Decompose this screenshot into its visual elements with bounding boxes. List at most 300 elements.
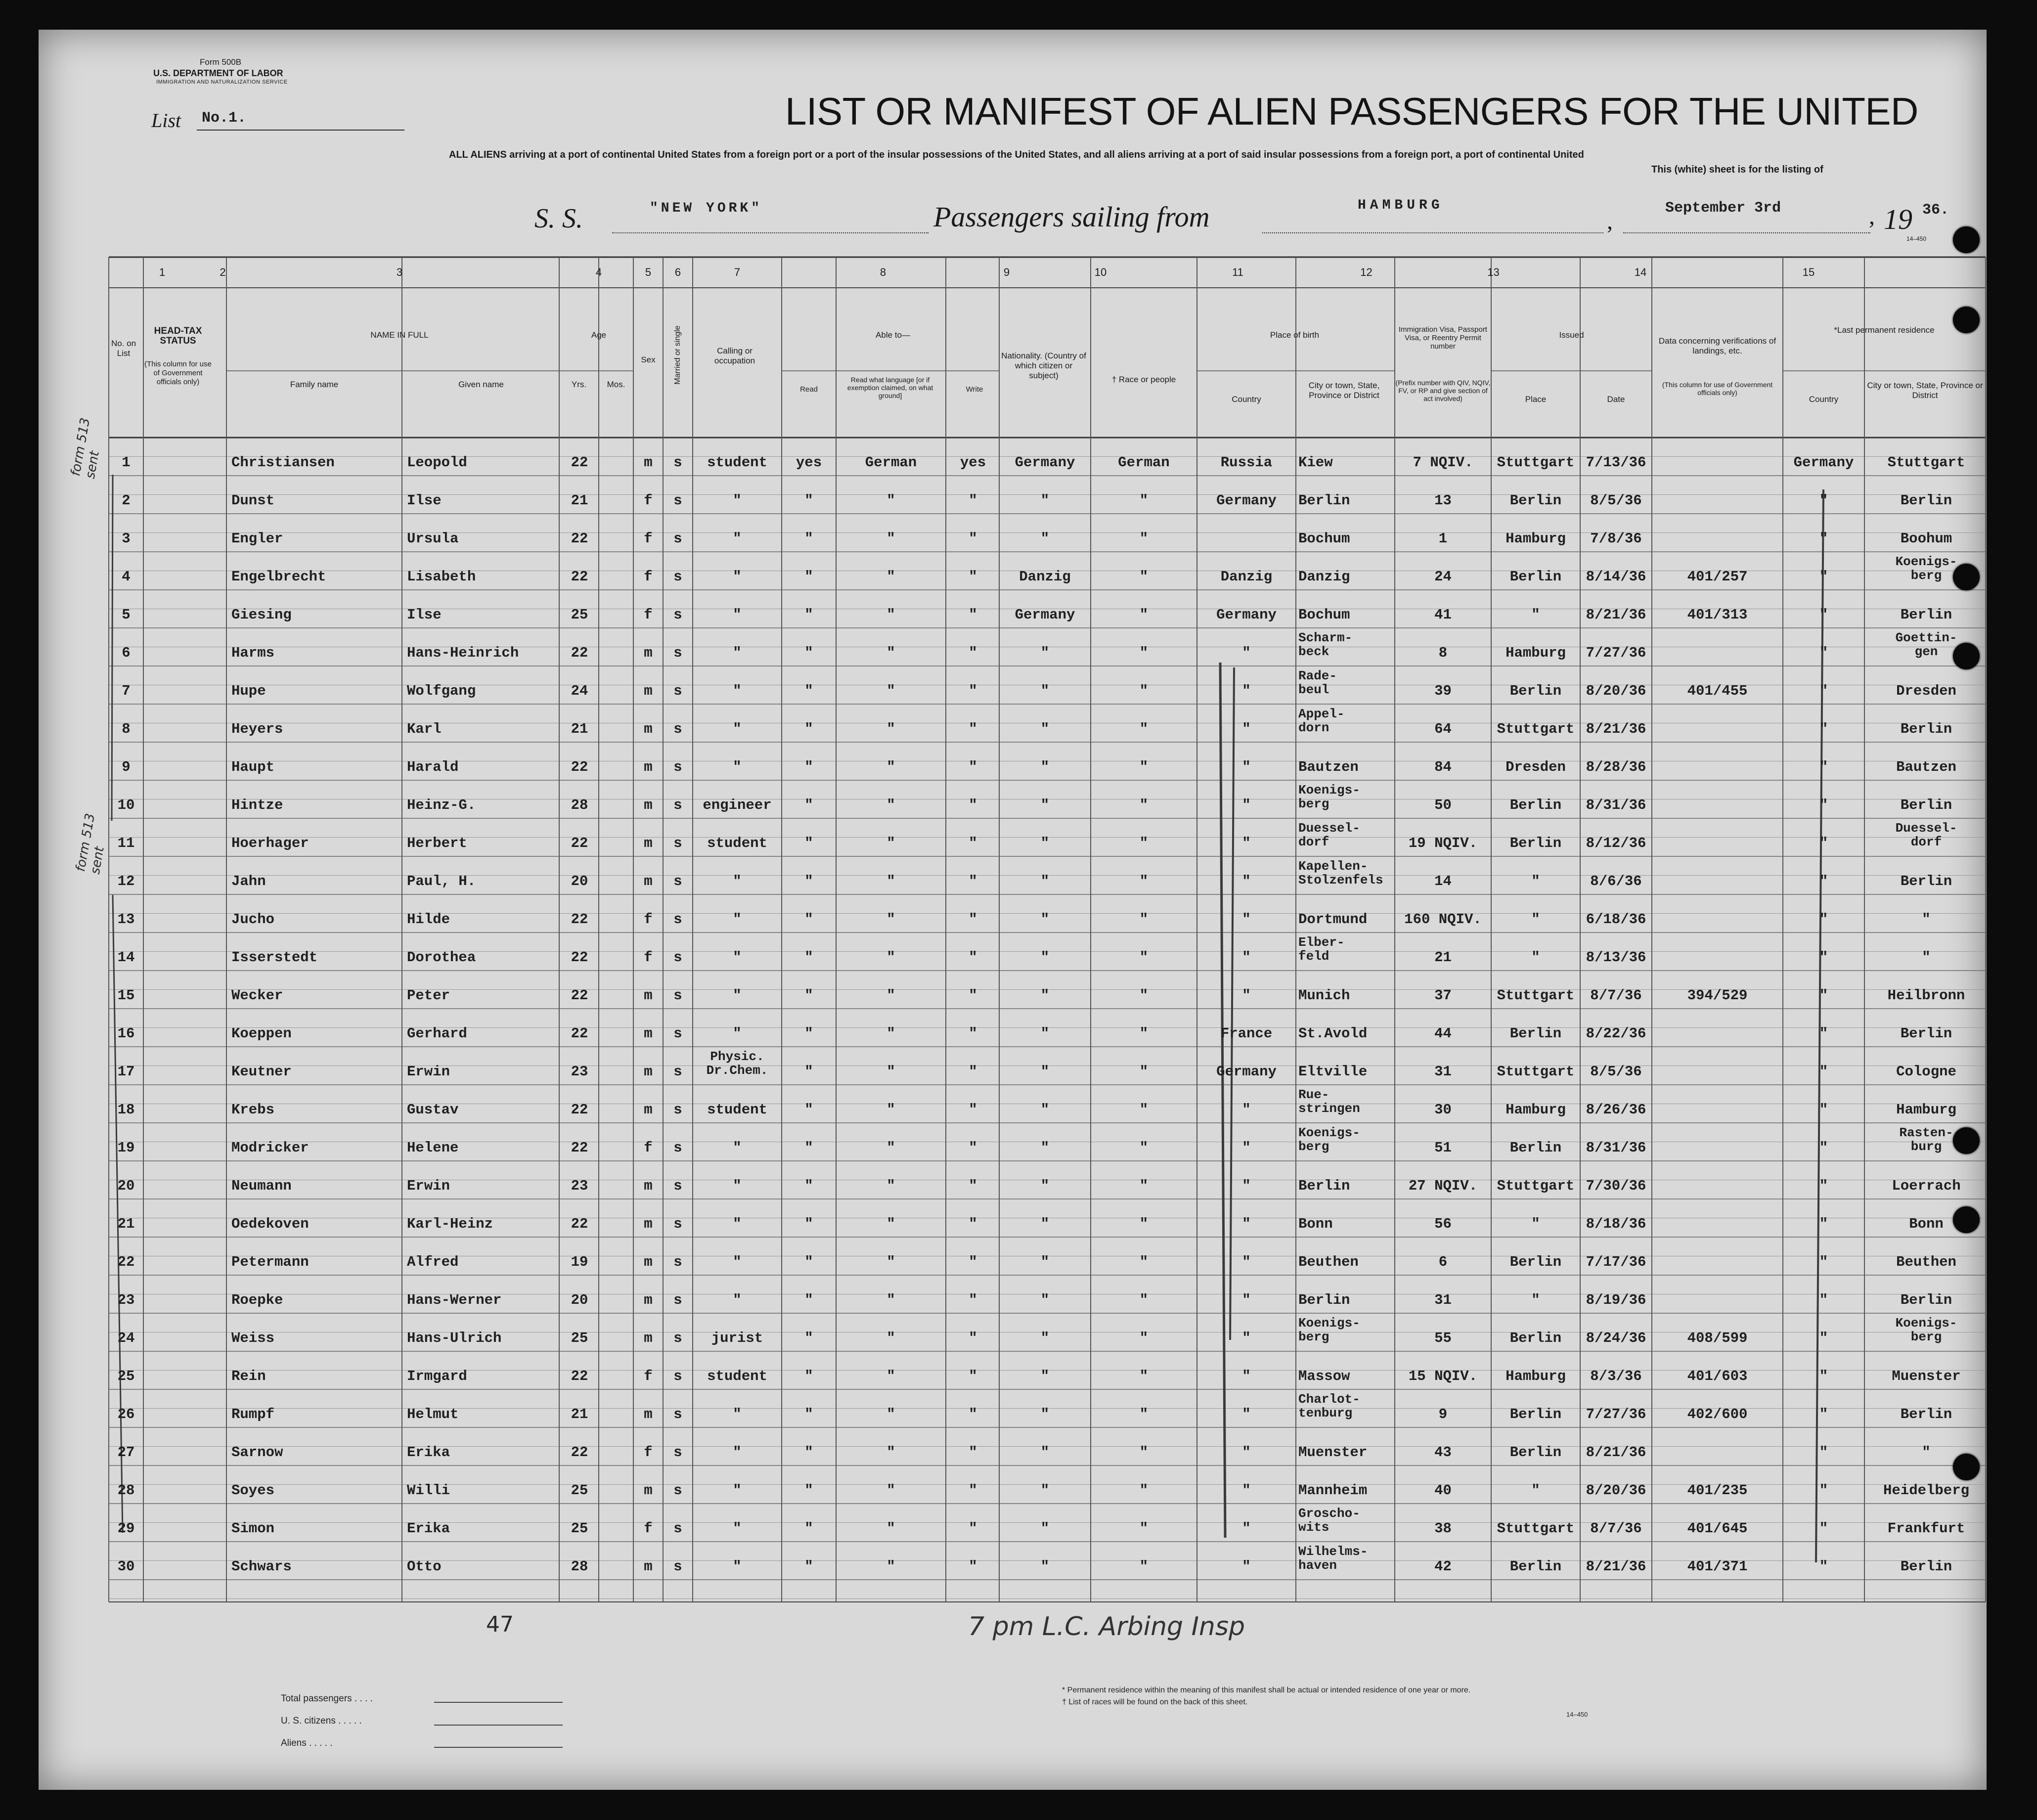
cell-write: " xyxy=(969,1217,977,1232)
cell-read: " xyxy=(804,798,813,813)
cell-family-name: Heyers xyxy=(231,722,283,737)
cell-marital-status: s xyxy=(673,760,682,775)
cell-occupation: " xyxy=(733,1026,742,1041)
cell-list-number: 3 xyxy=(122,532,131,546)
cell-marital-status: s xyxy=(673,570,682,584)
cell-given-name: Hans-Ulrich xyxy=(407,1331,502,1346)
cell-birth-city: Beuthen xyxy=(1298,1255,1359,1270)
cell-read: " xyxy=(804,722,813,737)
cell-birth-city: Kapellen- Stolzenfels xyxy=(1298,859,1383,887)
cell-nationality: " xyxy=(1040,1255,1050,1270)
cell-residence-country: " xyxy=(1819,1103,1828,1117)
cell-read: " xyxy=(804,532,813,546)
cell-write: " xyxy=(969,1141,977,1155)
cell-occupation: engineer xyxy=(703,798,772,813)
cell-given-name: Irmgard xyxy=(407,1369,467,1384)
cell-read: " xyxy=(804,1217,813,1232)
cell-read: " xyxy=(804,1407,813,1422)
cell-birth-country: " xyxy=(1242,1369,1251,1384)
cell-birth-country: " xyxy=(1242,1179,1251,1194)
cell-read: " xyxy=(804,1293,813,1308)
cell-read-language: " xyxy=(886,1065,895,1079)
cell-given-name: Otto xyxy=(407,1559,442,1574)
cell-write: " xyxy=(969,1331,977,1346)
inspector-signature: 7 pm L.C. Arbing Insp xyxy=(968,1612,1245,1642)
cell-age-years: 28 xyxy=(571,798,588,813)
cell-birth-city: Scharm- beck xyxy=(1298,631,1353,659)
cell-age-years: 22 xyxy=(571,912,588,927)
column-number: 12 xyxy=(1360,266,1373,278)
cell-marital-status: s xyxy=(673,1331,682,1346)
cell-visa-number: 14 xyxy=(1434,874,1452,889)
cell-age-years: 20 xyxy=(571,874,588,889)
cell-sex: m xyxy=(644,1255,653,1270)
cell-issued-date: 8/22/36 xyxy=(1586,1026,1646,1041)
cell-race: " xyxy=(1139,1559,1149,1574)
cell-visa-number: 8 xyxy=(1438,646,1448,661)
cell-residence-country: " xyxy=(1819,798,1828,813)
cell-verification: 401/371 xyxy=(1687,1559,1748,1574)
cell-read-language: " xyxy=(886,570,895,584)
cell-residence-country: " xyxy=(1819,1255,1828,1270)
year-comma: , xyxy=(1869,203,1875,229)
header-no-on-list: No. on List xyxy=(111,339,136,358)
cell-residence-city: Berlin xyxy=(1900,493,1952,508)
cell-nationality: " xyxy=(1040,1103,1050,1117)
cell-given-name: Herbert xyxy=(407,836,467,851)
cell-sex: f xyxy=(644,1141,653,1155)
cell-occupation: " xyxy=(733,1179,742,1194)
cell-family-name: Hupe xyxy=(231,684,266,699)
cell-residence-country: " xyxy=(1819,912,1828,927)
cell-issued-date: 8/3/36 xyxy=(1590,1369,1642,1384)
cell-visa-number: 24 xyxy=(1434,570,1452,584)
cell-nationality: " xyxy=(1040,760,1050,775)
cell-read: yes xyxy=(796,455,822,470)
cell-occupation: " xyxy=(733,1255,742,1270)
cell-residence-city: Muenster xyxy=(1892,1369,1961,1384)
cell-birth-city: Mannheim xyxy=(1298,1483,1368,1498)
cell-residence-country: " xyxy=(1819,646,1828,661)
margin-note: form 513 sent xyxy=(68,416,102,480)
cell-given-name: Erika xyxy=(407,1521,450,1536)
cell-issued-date: 8/7/36 xyxy=(1590,988,1642,1003)
cell-given-name: Karl-Heinz xyxy=(407,1217,493,1232)
cell-nationality: " xyxy=(1040,1141,1050,1155)
cell-issued-place: " xyxy=(1531,874,1540,889)
cell-family-name: Rein xyxy=(231,1369,266,1384)
cell-residence-country: " xyxy=(1819,570,1828,584)
header-head-tax-note: (This column for use of Government officials only) xyxy=(144,360,212,386)
cell-read-language: " xyxy=(886,1369,895,1384)
cell-occupation: " xyxy=(733,684,742,699)
cell-read-language: " xyxy=(886,1331,895,1346)
cell-birth-city: St.Avold xyxy=(1298,1026,1368,1041)
cell-sex: f xyxy=(644,950,653,965)
cell-family-name: Hoerhager xyxy=(231,836,309,851)
cell-read-language: " xyxy=(886,836,895,851)
cell-marital-status: s xyxy=(673,988,682,1003)
cell-birth-country: Germany xyxy=(1216,608,1277,622)
binder-hole xyxy=(1953,307,1980,333)
column-number: 9 xyxy=(1003,266,1010,278)
cell-occupation: " xyxy=(733,1521,742,1536)
cell-birth-city: Duessel- dorf xyxy=(1298,821,1360,849)
cell-issued-date: 7/13/36 xyxy=(1586,455,1646,470)
footer-line xyxy=(434,1702,563,1703)
cell-visa-number: 7 NQIV. xyxy=(1413,455,1473,470)
cell-issued-place: Stuttgart xyxy=(1497,722,1575,737)
cell-issued-date: 8/12/36 xyxy=(1586,836,1646,851)
cell-issued-date: 8/19/36 xyxy=(1586,1293,1646,1308)
header-name-in-full: NAME IN FULL xyxy=(370,330,429,340)
cell-birth-country: " xyxy=(1242,1103,1251,1117)
cell-race: " xyxy=(1139,1141,1149,1155)
cell-marital-status: s xyxy=(673,1483,682,1498)
cell-birth-city: Bochum xyxy=(1298,608,1350,622)
cell-visa-number: 37 xyxy=(1434,988,1452,1003)
cell-marital-status: s xyxy=(673,1141,682,1155)
cell-read-language: " xyxy=(886,646,895,661)
cell-read: " xyxy=(804,1103,813,1117)
cell-list-number: 5 xyxy=(122,608,131,622)
cell-nationality: " xyxy=(1040,1026,1050,1041)
cell-read-language: " xyxy=(886,493,895,508)
cell-issued-place: Berlin xyxy=(1509,570,1562,584)
cell-issued-date: 8/31/36 xyxy=(1586,798,1646,813)
cell-birth-city: Bautzen xyxy=(1298,760,1359,775)
footer-line xyxy=(434,1725,563,1726)
cell-residence-country: " xyxy=(1819,1369,1828,1384)
cell-residence-city: Berlin xyxy=(1900,874,1952,889)
cell-race: " xyxy=(1139,950,1149,965)
cell-residence-city: Bautzen xyxy=(1896,760,1956,775)
departure-port-underline xyxy=(1262,232,1603,233)
cell-residence-country: " xyxy=(1819,950,1828,965)
cell-visa-number: 38 xyxy=(1434,1521,1452,1536)
ditto-stroke xyxy=(1220,663,1225,1538)
cell-birth-country: " xyxy=(1242,1521,1251,1536)
total-passengers-label: Total passengers . . . . xyxy=(281,1693,373,1704)
cell-sex: m xyxy=(644,1483,653,1498)
header-issued-place: Place xyxy=(1525,395,1547,404)
header-head-tax: HEAD-TAX STATUS xyxy=(154,326,202,346)
cell-family-name: Soyes xyxy=(231,1483,275,1498)
cell-read: " xyxy=(804,570,813,584)
cell-race: " xyxy=(1139,1293,1149,1308)
cell-read: " xyxy=(804,684,813,699)
cell-marital-status: s xyxy=(673,1103,682,1117)
cell-age-years: 22 xyxy=(571,836,588,851)
cell-residence-city: Loerrach xyxy=(1892,1179,1961,1194)
cell-family-name: Keutner xyxy=(231,1065,292,1079)
cell-read: " xyxy=(804,646,813,661)
cell-write: " xyxy=(969,608,977,622)
cell-residence-country: " xyxy=(1819,874,1828,889)
cell-given-name: Karl xyxy=(407,722,442,737)
header-age: Age xyxy=(591,330,607,340)
cell-age-years: 21 xyxy=(571,722,588,737)
cell-marital-status: s xyxy=(673,912,682,927)
cell-birth-city: Eltville xyxy=(1298,1065,1368,1079)
cell-visa-number: 40 xyxy=(1434,1483,1452,1498)
cell-residence-country: " xyxy=(1819,1179,1828,1194)
cell-issued-place: Berlin xyxy=(1509,798,1562,813)
cell-marital-status: s xyxy=(673,1026,682,1041)
cell-given-name: Ilse xyxy=(407,608,442,622)
cell-visa-number: 31 xyxy=(1434,1293,1452,1308)
column-number: 15 xyxy=(1802,266,1815,278)
cell-residence-city: Berlin xyxy=(1900,1293,1952,1308)
cell-birth-city: Koenigs- berg xyxy=(1298,783,1360,811)
cell-visa-number: 21 xyxy=(1434,950,1452,965)
cell-given-name: Harald xyxy=(407,760,459,775)
cell-birth-country: " xyxy=(1242,988,1251,1003)
cell-visa-number: 27 NQIV. xyxy=(1408,1179,1478,1194)
cell-occupation: " xyxy=(733,912,742,927)
cell-family-name: Krebs xyxy=(231,1103,275,1117)
cell-issued-place: Berlin xyxy=(1509,836,1562,851)
cell-write: " xyxy=(969,493,977,508)
cell-occupation: " xyxy=(733,874,742,889)
cell-marital-status: s xyxy=(673,1293,682,1308)
header-able-to: Able to— xyxy=(876,330,910,340)
cell-family-name: Hintze xyxy=(231,798,283,813)
cell-nationality: " xyxy=(1040,1293,1050,1308)
cell-read-language: " xyxy=(886,1483,895,1498)
cell-issued-place: " xyxy=(1531,1293,1540,1308)
cell-race: " xyxy=(1139,1065,1149,1079)
cell-birth-country: " xyxy=(1242,1407,1251,1422)
cell-age-years: 28 xyxy=(571,1559,588,1574)
cell-race: " xyxy=(1139,646,1149,661)
cell-residence-country: " xyxy=(1819,1407,1828,1422)
cell-residence-city: Dresden xyxy=(1896,684,1956,699)
cell-race: " xyxy=(1139,836,1149,851)
cell-issued-place: Berlin xyxy=(1509,1255,1562,1270)
cell-list-number: 24 xyxy=(117,1331,135,1346)
cell-read: " xyxy=(804,493,813,508)
cell-sex: m xyxy=(644,455,653,470)
cell-list-number: 1 xyxy=(122,455,131,470)
cell-issued-date: 8/20/36 xyxy=(1586,1483,1646,1498)
cell-issued-date: 7/8/36 xyxy=(1590,532,1642,546)
cell-verification: 401/257 xyxy=(1687,570,1748,584)
cell-birth-country: " xyxy=(1242,1483,1251,1498)
cell-sex: f xyxy=(644,1521,653,1536)
cell-visa-number: 9 xyxy=(1438,1407,1448,1422)
cell-birth-country: " xyxy=(1242,798,1251,813)
cell-list-number: 7 xyxy=(122,684,131,699)
cell-marital-status: s xyxy=(673,1217,682,1232)
cell-birth-country: " xyxy=(1242,1445,1251,1460)
cell-read-language: " xyxy=(886,798,895,813)
cell-birth-city: Bonn xyxy=(1298,1217,1333,1232)
cell-birth-city: Koenigs- berg xyxy=(1298,1126,1360,1154)
us-citizens-label: U. S. citizens . . . . . xyxy=(281,1716,362,1726)
cell-occupation: student xyxy=(707,455,767,470)
header-given-name: Given name xyxy=(458,380,504,389)
cell-write: " xyxy=(969,1293,977,1308)
cell-read-language: " xyxy=(886,1217,895,1232)
cell-given-name: Alfred xyxy=(407,1255,459,1270)
header-birth-city: City or town, State, Province or District xyxy=(1308,381,1380,400)
cell-age-years: 21 xyxy=(571,1407,588,1422)
cell-race: " xyxy=(1139,1483,1149,1498)
cell-read: " xyxy=(804,1559,813,1574)
cell-list-number: 2 xyxy=(122,493,131,508)
cell-marital-status: s xyxy=(673,836,682,851)
cell-birth-city: Berlin xyxy=(1298,1179,1350,1194)
cell-verification: 408/599 xyxy=(1687,1331,1748,1346)
cell-visa-number: 19 NQIV. xyxy=(1408,836,1478,851)
cell-occupation: " xyxy=(733,1407,742,1422)
cell-given-name: Helmut xyxy=(407,1407,459,1422)
cell-nationality: " xyxy=(1040,722,1050,737)
cell-marital-status: s xyxy=(673,1445,682,1460)
cell-write: " xyxy=(969,1255,977,1270)
cell-birth-country: " xyxy=(1242,1141,1251,1155)
date-comma: , xyxy=(1607,208,1613,234)
cell-birth-city: Wilhelms- haven xyxy=(1298,1545,1368,1572)
cell-residence-country: Germany xyxy=(1793,455,1854,470)
cell-birth-city: Charlot- tenburg xyxy=(1298,1392,1360,1420)
cell-issued-date: 7/17/36 xyxy=(1586,1255,1646,1270)
cell-issued-date: 7/27/36 xyxy=(1586,646,1646,661)
cell-nationality: " xyxy=(1040,684,1050,699)
cell-marital-status: s xyxy=(673,608,682,622)
cell-nationality: " xyxy=(1040,1521,1050,1536)
cell-birth-country: " xyxy=(1242,1293,1251,1308)
cell-list-number: 8 xyxy=(122,722,131,737)
cell-visa-number: 1 xyxy=(1438,532,1448,546)
cell-residence-country: " xyxy=(1819,760,1828,775)
cell-birth-city: Muenster xyxy=(1298,1445,1368,1460)
cell-occupation: " xyxy=(733,493,742,508)
cell-read-language: " xyxy=(886,874,895,889)
cell-given-name: Leopold xyxy=(407,455,467,470)
cell-age-years: 22 xyxy=(571,1026,588,1041)
cell-birth-country: Danzig xyxy=(1220,570,1273,584)
cell-issued-place: " xyxy=(1531,1483,1540,1498)
cell-list-number: 17 xyxy=(117,1065,135,1079)
cell-residence-city: Heilbronn xyxy=(1887,988,1965,1003)
cell-write: " xyxy=(969,1065,977,1079)
cell-race: " xyxy=(1139,1103,1149,1117)
cell-sex: m xyxy=(644,1026,653,1041)
cell-residence-city: Cologne xyxy=(1896,1065,1956,1079)
manifest-title: LIST OR MANIFEST OF ALIEN PASSENGERS FOR THE UNITED xyxy=(785,89,1918,133)
cell-read-language: " xyxy=(886,1141,895,1155)
cell-residence-country: " xyxy=(1819,1141,1828,1155)
header-res-country: Country xyxy=(1809,395,1839,404)
column-number: 13 xyxy=(1487,266,1500,278)
cell-issued-date: 8/21/36 xyxy=(1586,1559,1646,1574)
cell-nationality: " xyxy=(1040,1331,1050,1346)
cell-visa-number: 55 xyxy=(1434,1331,1452,1346)
cell-race: " xyxy=(1139,912,1149,927)
cell-read: " xyxy=(804,608,813,622)
cell-write: " xyxy=(969,1559,977,1574)
header-visa: Immigration Visa, Passport Visa, or Reentry Permit number xyxy=(1399,325,1487,351)
cell-residence-country: " xyxy=(1819,988,1828,1003)
cell-read-language: " xyxy=(886,532,895,546)
cell-birth-country: " xyxy=(1242,950,1251,965)
cell-given-name: Heinz-G. xyxy=(407,798,476,813)
cell-race: " xyxy=(1139,532,1149,546)
cell-age-years: 22 xyxy=(571,1103,588,1117)
cell-marital-status: s xyxy=(673,1559,682,1574)
cell-sex: m xyxy=(644,836,653,851)
cell-read-language: German xyxy=(865,455,917,470)
cell-list-number: 28 xyxy=(117,1483,135,1498)
cell-residence-city: Rasten- burg xyxy=(1899,1126,1953,1154)
cell-nationality: " xyxy=(1040,1179,1050,1194)
cell-birth-country: Germany xyxy=(1216,493,1277,508)
cell-race: " xyxy=(1139,1217,1149,1232)
cell-age-years: 25 xyxy=(571,1521,588,1536)
cell-list-number: 16 xyxy=(117,1026,135,1041)
header-calling: Calling or occupation xyxy=(714,346,755,365)
cell-nationality: " xyxy=(1040,1483,1050,1498)
cell-race: German xyxy=(1118,455,1170,470)
cell-issued-place: Berlin xyxy=(1509,1331,1562,1346)
cell-race: " xyxy=(1139,722,1149,737)
service-name: IMMIGRATION AND NATURALIZATION SERVICE xyxy=(156,79,288,85)
header-visa-note: (Prefix number with QIV, NQIV, FV, or RP and give section of act involved) xyxy=(1395,379,1491,402)
cell-read: " xyxy=(804,760,813,775)
cell-residence-city: Boohum xyxy=(1900,532,1952,546)
header-res-city: City or town, State, Province or District xyxy=(1867,381,1983,400)
cell-list-number: 21 xyxy=(117,1217,135,1232)
cell-issued-date: 8/5/36 xyxy=(1590,1065,1642,1079)
cell-issued-date: 8/21/36 xyxy=(1586,1445,1646,1460)
sailing-date-underline xyxy=(1623,232,1870,233)
year-prefix: 19 xyxy=(1884,203,1912,235)
cell-age-years: 25 xyxy=(571,1331,588,1346)
cell-sex: m xyxy=(644,1559,653,1574)
cell-residence-city: Berlin xyxy=(1900,1407,1952,1422)
cell-family-name: Sarnow xyxy=(231,1445,283,1460)
cell-nationality: " xyxy=(1040,836,1050,851)
manifest-subtitle-2: This (white) sheet is for the listing of xyxy=(1651,164,1823,175)
column-number: 3 xyxy=(396,266,403,278)
cell-race: " xyxy=(1139,1407,1149,1422)
cell-age-years: 25 xyxy=(571,608,588,622)
cell-age-years: 25 xyxy=(571,1483,588,1498)
cell-issued-place: Berlin xyxy=(1509,684,1562,699)
cell-read-language: " xyxy=(886,912,895,927)
cell-age-years: 22 xyxy=(571,570,588,584)
cell-write: " xyxy=(969,950,977,965)
cell-read: " xyxy=(804,1065,813,1079)
form-code: 14–450 xyxy=(1566,1711,1588,1718)
cell-issued-date: 8/31/36 xyxy=(1586,1141,1646,1155)
cell-read: " xyxy=(804,874,813,889)
cell-birth-country: Germany xyxy=(1216,1065,1277,1079)
cell-nationality: Germany xyxy=(1015,608,1075,622)
cell-marital-status: s xyxy=(673,722,682,737)
cell-nationality: " xyxy=(1040,1445,1050,1460)
cell-occupation: " xyxy=(733,988,742,1003)
cell-read: " xyxy=(804,1483,813,1498)
cell-sex: m xyxy=(644,1103,653,1117)
cell-birth-city: Groscho- wits xyxy=(1298,1507,1360,1534)
cell-write: " xyxy=(969,1483,977,1498)
cell-family-name: Neumann xyxy=(231,1179,292,1194)
cell-issued-place: Stuttgart xyxy=(1497,1521,1575,1536)
cell-write: " xyxy=(969,1407,977,1422)
